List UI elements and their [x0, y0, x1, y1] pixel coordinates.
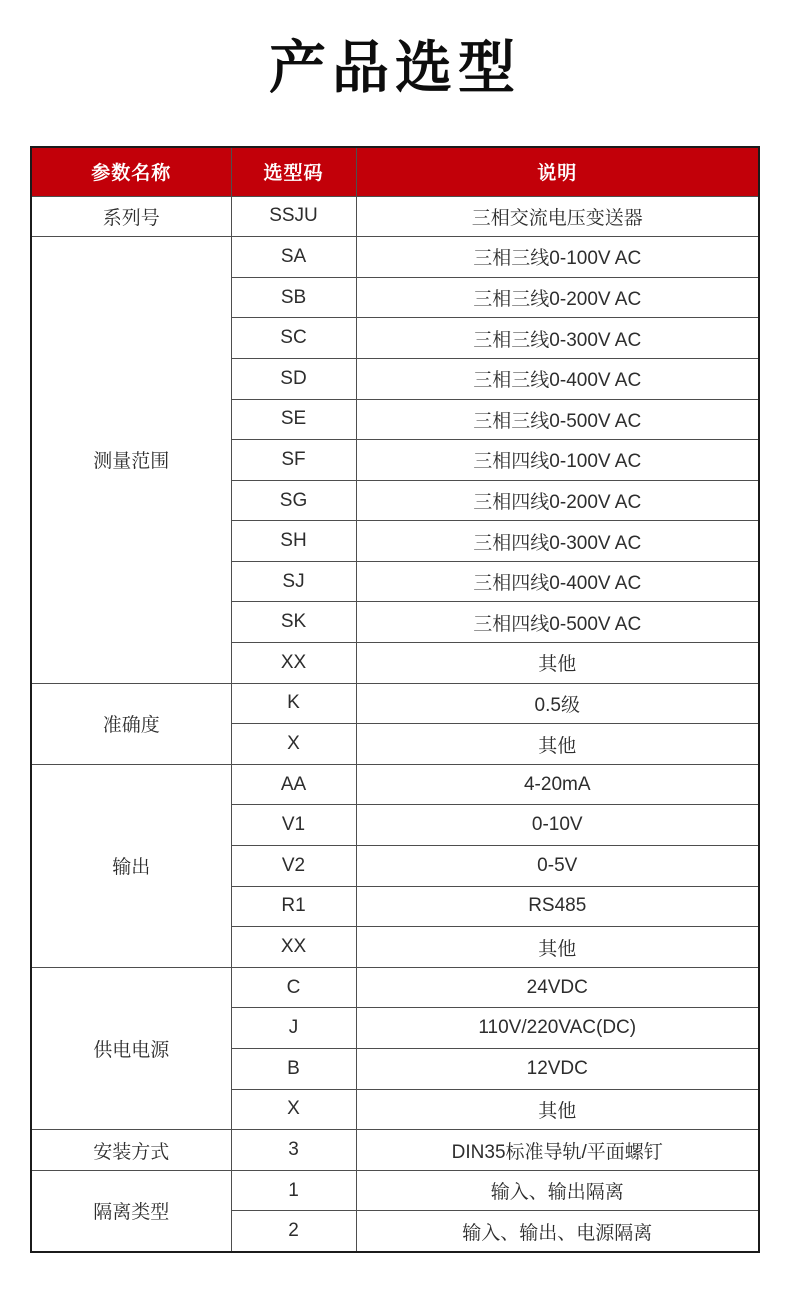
header-cell-code: 选型码 [231, 147, 356, 197]
code-cell: SC [231, 318, 356, 359]
header-cell-description: 说明 [356, 147, 759, 197]
table-row [31, 683, 759, 724]
desc-cell: 输入、输出、电源隔离 [356, 1211, 759, 1252]
code-cell: K [231, 683, 356, 724]
code-cell: V1 [231, 805, 356, 846]
page-title: 产品选型 [269, 36, 521, 100]
code-cell: SH [231, 521, 356, 562]
desc-cell: 三相三线0-200V AC [356, 277, 759, 318]
code-cell: AA [231, 764, 356, 805]
table-row [31, 1130, 759, 1171]
desc-cell: 三相四线0-100V AC [356, 440, 759, 481]
code-cell: X [231, 724, 356, 765]
table-row [31, 967, 759, 1008]
desc-cell: 0.5级 [356, 683, 759, 724]
desc-cell: 三相三线0-100V AC [356, 237, 759, 278]
desc-cell: 24VDC [356, 967, 759, 1008]
table-container [0, 146, 790, 1253]
desc-cell: 其他 [356, 643, 759, 684]
desc-cell: 其他 [356, 927, 759, 968]
desc-cell: 三相四线0-500V AC [356, 602, 759, 643]
param-group-cell-mounting: 安装方式 [31, 1130, 231, 1171]
code-cell: SD [231, 358, 356, 399]
param-group-cell-power-supply: 供电电源 [31, 967, 231, 1129]
code-cell: B [231, 1049, 356, 1090]
param-group-cell-measure-range: 测量范围 [31, 237, 231, 684]
code-cell: SF [231, 440, 356, 481]
table-row [31, 764, 759, 805]
code-cell: 2 [231, 1211, 356, 1252]
desc-cell: 三相四线0-300V AC [356, 521, 759, 562]
desc-cell: DIN35标准导轨/平面螺钉 [356, 1130, 759, 1171]
code-cell: 3 [231, 1130, 356, 1171]
desc-cell: 0-5V [356, 846, 759, 887]
table-body [31, 196, 759, 1252]
desc-cell: 110V/220VAC(DC) [356, 1008, 759, 1049]
desc-cell: 12VDC [356, 1049, 759, 1090]
code-cell: SE [231, 399, 356, 440]
param-group-cell-accuracy: 准确度 [31, 683, 231, 764]
desc-cell: 其他 [356, 724, 759, 765]
desc-cell: 三相三线0-500V AC [356, 399, 759, 440]
code-cell: 1 [231, 1170, 356, 1211]
code-cell: X [231, 1089, 356, 1130]
code-cell: SA [231, 237, 356, 278]
code-cell: XX [231, 927, 356, 968]
code-cell: SSJU [231, 196, 356, 237]
code-cell: R1 [231, 886, 356, 927]
table-row [31, 1170, 759, 1211]
header-cell-param-name: 参数名称 [31, 147, 231, 197]
param-group-cell-series: 系列号 [31, 196, 231, 237]
desc-cell: 其他 [356, 1089, 759, 1130]
header-row [31, 147, 759, 197]
code-cell: V2 [231, 846, 356, 887]
param-group-cell-output: 输出 [31, 764, 231, 967]
code-cell: C [231, 967, 356, 1008]
desc-cell: 三相三线0-400V AC [356, 358, 759, 399]
code-cell: SJ [231, 561, 356, 602]
code-cell: SB [231, 277, 356, 318]
table-row [31, 196, 759, 237]
desc-cell: 0-10V [356, 805, 759, 846]
param-group-cell-isolation: 隔离类型 [31, 1170, 231, 1252]
code-cell: SG [231, 480, 356, 521]
desc-cell: 4-20mA [356, 764, 759, 805]
desc-cell: 输入、输出隔离 [356, 1170, 759, 1211]
code-cell: SK [231, 602, 356, 643]
code-cell: XX [231, 643, 356, 684]
desc-cell: 三相三线0-300V AC [356, 318, 759, 359]
code-cell: J [231, 1008, 356, 1049]
table-header [31, 147, 759, 197]
desc-cell: 三相四线0-400V AC [356, 561, 759, 602]
desc-cell: 三相交流电压变送器 [356, 196, 759, 237]
desc-cell: RS485 [356, 886, 759, 927]
desc-cell: 三相四线0-200V AC [356, 480, 759, 521]
table-row [31, 237, 759, 278]
product-selection-table [30, 146, 760, 1253]
